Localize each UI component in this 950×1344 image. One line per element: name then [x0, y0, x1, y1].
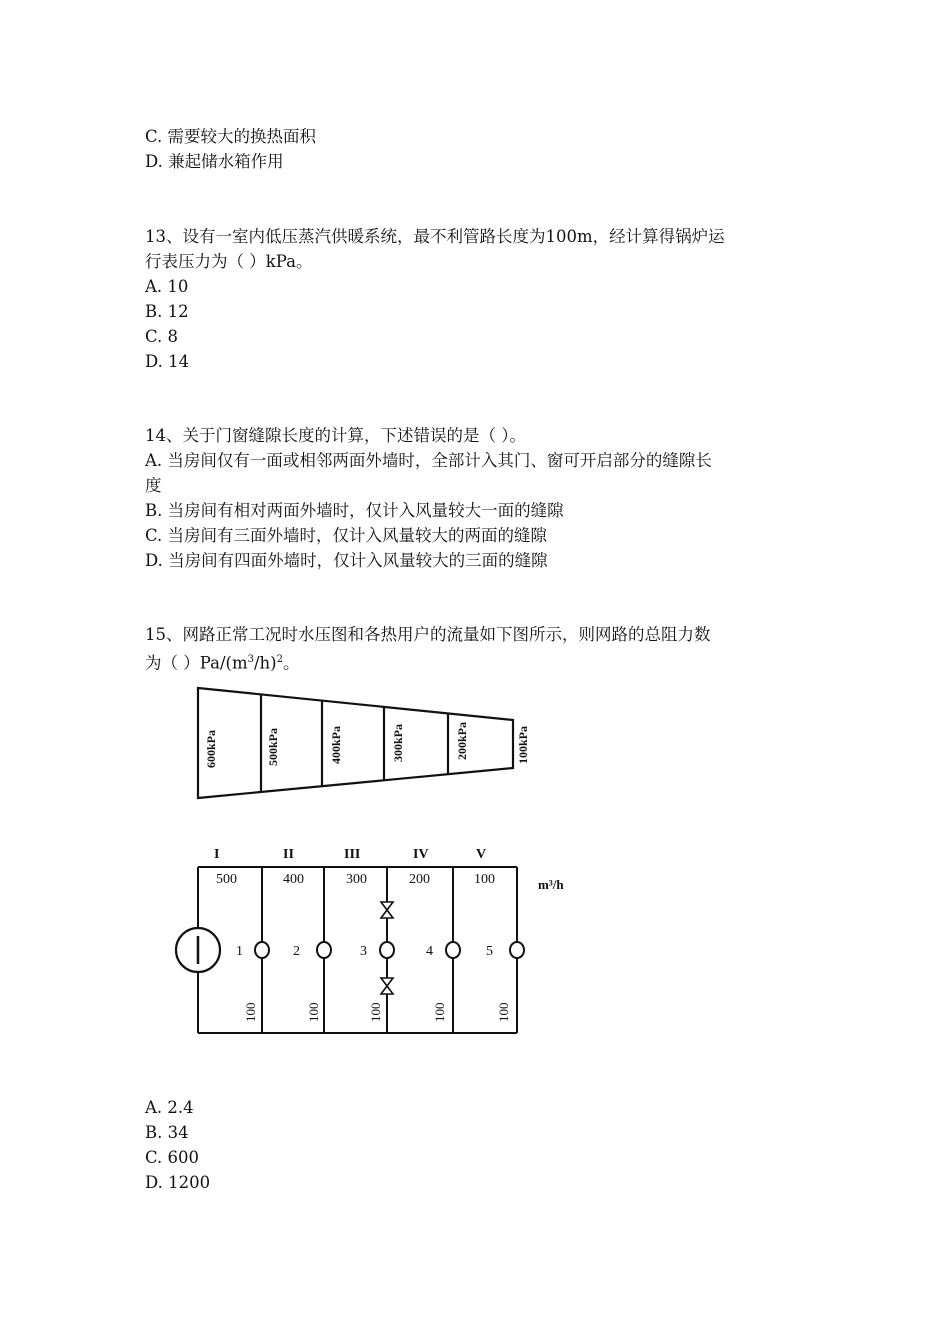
user-number-4: 4 [426, 944, 433, 959]
q13-option-c: C. 8 [145, 327, 179, 346]
q13-stem-line1: 13、设有一室内低压蒸汽供暖系统，最不利管路长度为100m，经计算得锅炉运 [145, 227, 725, 246]
q12-option-c: C. 需要较大的换热面积 [145, 127, 317, 146]
user-numeral-4: IV [413, 847, 429, 862]
q13-stem-line2: 行表压力为（ ）kPa。 [145, 252, 313, 271]
q13-option-d: D. 14 [145, 352, 190, 371]
pressure-label-200: 200kPa [455, 721, 469, 760]
user-number-3: 3 [360, 944, 367, 959]
q15-option-c: C. 600 [145, 1148, 200, 1167]
branch-flow-5: 100 [496, 1002, 511, 1022]
branch-flow-3: 100 [368, 1002, 383, 1022]
flow-unit: m³/h [538, 877, 564, 892]
user-numeral-5: V [476, 847, 487, 862]
branch-flow-1: 100 [243, 1002, 258, 1022]
q14-option-a-line1: A. 当房间仅有一面或相邻两面外墙时，全部计入其门、窗可开启部分的缝隙长 [145, 451, 712, 470]
q14-option-d: D. 当房间有四面外墙时，仅计入风量较大的三面的缝隙 [145, 551, 548, 570]
branch-flow-2: 100 [306, 1002, 321, 1022]
q14-option-c: C. 当房间有三面外墙时，仅计入风量较大的两面的缝隙 [145, 526, 548, 545]
branch-flow-4: 100 [432, 1002, 447, 1022]
main-flow-5: 100 [474, 872, 495, 887]
main-flow-1: 500 [216, 872, 237, 887]
pressure-label-300: 300kPa [391, 723, 405, 762]
q14-option-a-line2: 度 [145, 476, 162, 495]
pressure-label-100: 100kPa [516, 725, 530, 764]
q15-option-a: A. 2.4 [145, 1098, 194, 1117]
q13-option-a: A. 10 [145, 277, 189, 296]
pressure-label-400: 400kPa [329, 725, 343, 764]
q13-option-b: B. 12 [145, 302, 189, 321]
q15-stem-line2: 为（ ）$Pa/(m^3/h)^2$。 [145, 653, 300, 673]
user-numeral-3: III [344, 847, 361, 862]
pressure-label-500: 500kPa [266, 727, 280, 766]
pressure-label-600: 600kPa [204, 729, 218, 768]
main-flow-2: 400 [283, 872, 304, 887]
valve-icon [381, 902, 393, 994]
q15-option-d: D. 1200 [145, 1173, 211, 1192]
main-flow-3: 300 [346, 872, 367, 887]
q14-option-b: B. 当房间有相对两面外墙时，仅计入风量较大一面的缝隙 [145, 501, 564, 520]
user-number-1: 1 [236, 944, 243, 959]
user-numeral-1: I [214, 847, 220, 862]
user-numeral-2: II [283, 847, 294, 862]
q12-option-d: D. 兼起储水箱作用 [145, 152, 284, 171]
q14-stem: 14、关于门窗缝隙长度的计算，下述错误的是（ ）。 [145, 426, 526, 445]
user-number-2: 2 [293, 944, 300, 959]
q15-stem-line1: 15、网路正常工况时水压图和各热用户的流量如下图所示，则网路的总阻力数 [145, 625, 711, 644]
network-diagram [176, 867, 524, 1033]
q15-option-b: B. 34 [145, 1123, 189, 1142]
user-number-5: 5 [486, 944, 493, 959]
main-flow-4: 200 [409, 872, 430, 887]
